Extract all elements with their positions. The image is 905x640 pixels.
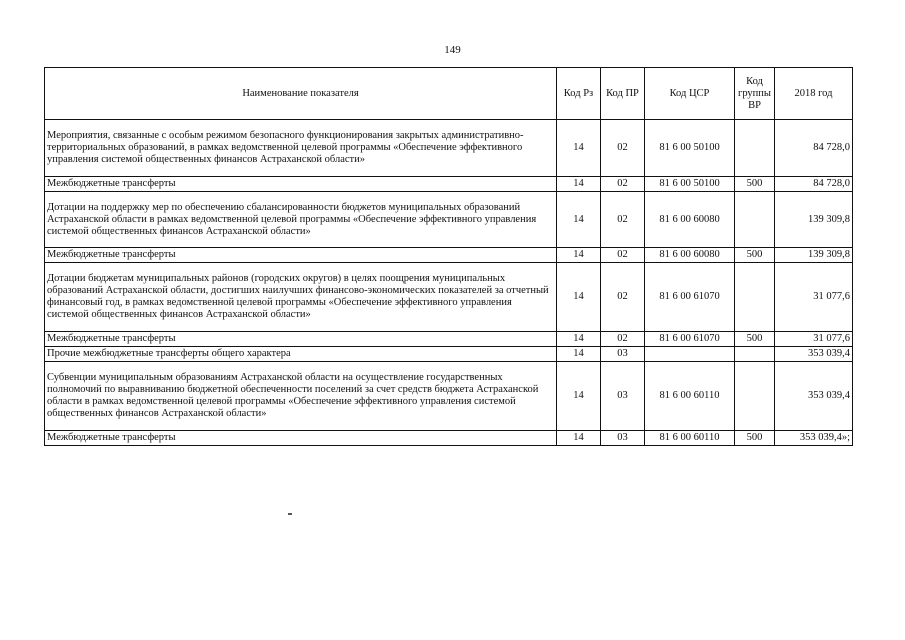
- table-row: [45, 332, 853, 347]
- row-name: Субвенции муниципальным образованиям Астраханской области на осуществление государственных полномочий по выравниванию бюджетной обеспеченности поселений за счет средств бюджета Астраханской области в рамках ведомственной целевой программы «Обеспечение эффективного управления системой общественных финансов Астраханской области»: [45, 362, 557, 431]
- table-row: [45, 192, 853, 248]
- header-vr: Код группы ВР: [735, 68, 775, 120]
- row-pr: 02: [601, 192, 645, 248]
- table-row: [45, 362, 853, 431]
- header-name: Наименование показателя: [45, 68, 557, 120]
- row-csr: 81 6 00 61070: [645, 332, 735, 347]
- row-vr: 500: [735, 431, 775, 446]
- row-pr: 02: [601, 177, 645, 192]
- row-amount: 84 728,0: [775, 177, 853, 192]
- row-rz: 14: [557, 192, 601, 248]
- row-pr: 02: [601, 332, 645, 347]
- row-rz: 14: [557, 263, 601, 332]
- row-amount: 139 309,8: [775, 192, 853, 248]
- row-amount: 353 039,4»;: [775, 431, 853, 446]
- row-vr: 500: [735, 332, 775, 347]
- row-rz: 14: [557, 347, 601, 362]
- table-row: [45, 347, 853, 362]
- scan-speck: [288, 513, 292, 515]
- row-name: Межбюджетные трансферты: [45, 332, 557, 347]
- row-amount: 31 077,6: [775, 263, 853, 332]
- header-amount: 2018 год: [775, 68, 853, 120]
- budget-table: [44, 67, 853, 446]
- row-rz: 14: [557, 248, 601, 263]
- row-rz: 14: [557, 177, 601, 192]
- row-csr: 81 6 00 60110: [645, 362, 735, 431]
- row-name: Дотации на поддержку мер по обеспечению сбалансированности бюджетов муниципальных образований Астраханской области в рамках ведомственной целевой программы «Обеспечение эффективного управления системой общественных финансов Астраханской области»: [45, 192, 557, 248]
- row-csr: 81 6 00 50100: [645, 120, 735, 177]
- row-csr: 81 6 00 60080: [645, 248, 735, 263]
- row-amount: 84 728,0: [775, 120, 853, 177]
- row-csr: [645, 347, 735, 362]
- row-csr: 81 6 00 60110: [645, 431, 735, 446]
- row-csr: 81 6 00 61070: [645, 263, 735, 332]
- header-pr: Код ПР: [601, 68, 645, 120]
- row-pr: 02: [601, 263, 645, 332]
- row-vr: 500: [735, 248, 775, 263]
- table-row: [45, 177, 853, 192]
- table-row: [45, 248, 853, 263]
- row-rz: 14: [557, 431, 601, 446]
- row-rz: 14: [557, 332, 601, 347]
- row-name: Межбюджетные трансферты: [45, 248, 557, 263]
- row-amount: 353 039,4: [775, 347, 853, 362]
- row-amount: 353 039,4: [775, 362, 853, 431]
- row-name: Прочие межбюджетные трансферты общего характера: [45, 347, 557, 362]
- row-vr: [735, 347, 775, 362]
- row-csr: 81 6 00 50100: [645, 177, 735, 192]
- table-row: [45, 263, 853, 332]
- page-number: 149: [444, 44, 461, 56]
- row-vr: [735, 263, 775, 332]
- row-pr: 03: [601, 362, 645, 431]
- table-row: [45, 120, 853, 177]
- row-pr: 03: [601, 431, 645, 446]
- row-rz: 14: [557, 120, 601, 177]
- table-header-row: [45, 68, 853, 120]
- row-vr: [735, 362, 775, 431]
- row-rz: 14: [557, 362, 601, 431]
- row-csr: 81 6 00 60080: [645, 192, 735, 248]
- row-vr: [735, 192, 775, 248]
- table-row: [45, 431, 853, 446]
- row-vr: 500: [735, 177, 775, 192]
- row-pr: 02: [601, 120, 645, 177]
- row-pr: 02: [601, 248, 645, 263]
- row-pr: 03: [601, 347, 645, 362]
- row-name: Дотации бюджетам муниципальных районов (городских округов) в целях поощрения муниципальных образований Астраханской области, достигших наилучших финансово-экономических показателей за отчетный финансовый год, в рамках ведомственной целевой программы «Обеспечение эффективного управления системой общественных финансов Астраханской области»: [45, 263, 557, 332]
- row-amount: 31 077,6: [775, 332, 853, 347]
- header-csr: Код ЦСР: [645, 68, 735, 120]
- row-amount: 139 309,8: [775, 248, 853, 263]
- row-name: Межбюджетные трансферты: [45, 177, 557, 192]
- row-name: Межбюджетные трансферты: [45, 431, 557, 446]
- row-name: Мероприятия, связанные с особым режимом безопасного функционирования закрытых административно-территориальных образований, в рамках ведомственной целевой программы «Обеспечение эффективного управления системой общественных финансов Астраханской области»: [45, 120, 557, 177]
- header-rz: Код Рз: [557, 68, 601, 120]
- row-vr: [735, 120, 775, 177]
